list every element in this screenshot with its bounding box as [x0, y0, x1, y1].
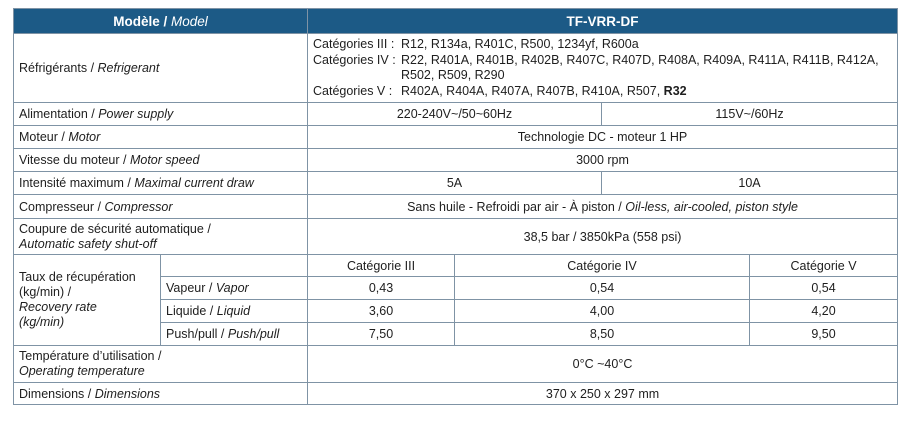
temperature-label: Température d’utilisation / Operating temperature: [14, 346, 308, 383]
recovery-row-label: Push/pull / Push/pull: [161, 323, 308, 346]
cat3-value: R12, R134a, R401C, R500, 1234yf, R600a: [401, 37, 639, 51]
motor-speed-row: [14, 149, 898, 172]
temperature-label-fr: Température d’utilisation: [19, 349, 155, 363]
model-label-en: Model: [171, 13, 208, 29]
recovery-label-fr: Taux de récupération: [19, 270, 136, 284]
recovery-col-cat4: Catégorie IV: [455, 255, 750, 277]
recovery-row-label: Liquide / Liquid: [161, 300, 308, 323]
recovery-row-label-en: Push/pull: [227, 327, 280, 341]
recovery-value: 0,54: [750, 277, 898, 300]
power-label: Alimentation / Power supply: [14, 103, 308, 126]
shutoff-value: 38,5 bar / 3850kPa (558 psi): [308, 219, 898, 255]
cat5-value: [401, 84, 892, 100]
dimensions-row: [14, 383, 898, 405]
refrigerant-label-en: Refrigerant: [97, 61, 160, 75]
current-value-1: 5A: [308, 172, 602, 195]
shutoff-label: Coupure de sécurité automatique / Automatic safety shut-off: [14, 219, 308, 255]
motor-label-fr: Moteur: [19, 130, 58, 144]
recovery-row-label-en: Liquid: [216, 304, 251, 318]
recovery-value: 0,43: [308, 277, 455, 300]
recovery-label: Taux de récupération (kg/min) / Recovery rate (kg/min): [14, 255, 161, 346]
recovery-value: 4,20: [750, 300, 898, 323]
temperature-row: [14, 346, 898, 383]
power-label-en: Power supply: [98, 107, 174, 121]
compressor-label: Compresseur / Compressor: [14, 195, 308, 219]
motor-speed-label-en: Motor speed: [129, 153, 200, 167]
recovery-row-label-en: Vapor: [215, 281, 249, 295]
recovery-row-label: Vapeur / Vapor: [161, 277, 308, 300]
recovery-header-row: [14, 255, 898, 277]
dimensions-label: Dimensions / Dimensions: [14, 383, 308, 405]
model-header-label: Modèle / Model: [14, 9, 308, 34]
shutoff-label-en: Automatic safety shut-off: [19, 236, 157, 251]
motor-speed-label: Vitesse du moteur / Motor speed: [14, 149, 308, 172]
dimensions-label-en: Dimensions: [94, 386, 161, 401]
recovery-value: 3,60: [308, 300, 455, 323]
dimensions-value: 370 x 250 x 297 mm: [308, 383, 898, 405]
recovery-label-en: Recovery rate: [19, 300, 97, 314]
current-value-2: 10A: [602, 172, 898, 195]
model-label-fr: Modèle: [113, 13, 160, 29]
dimensions-label-fr: Dimensions: [19, 386, 85, 401]
cat5-value-bold: R32: [663, 83, 687, 98]
power-value-1: 220-240V~/50~60Hz: [308, 103, 602, 126]
recovery-value: 9,50: [750, 323, 898, 346]
power-label-fr: Alimentation: [19, 107, 88, 121]
recovery-label-en-unit: (kg/min): [19, 315, 65, 329]
power-value-2: 115V~/60Hz: [602, 103, 898, 126]
cat4-label: Catégories IV :: [313, 52, 396, 67]
recovery-value: 8,50: [455, 323, 750, 346]
compressor-value: Sans huile - Refroidi par air - À piston / Oil-less, air-cooled, piston style: [308, 195, 898, 219]
compressor-value-fr: Sans huile - Refroidi par air - À piston: [407, 199, 615, 214]
current-label-fr: Intensité maximum: [19, 176, 124, 190]
cat4-value: R22, R401A, R401B, R402B, R407C, R407D, R408A, R409A, R411A, R411B, R412A, R502, R509, R290: [401, 52, 879, 82]
current-label: Intensité maximum / Maximal current draw: [14, 172, 308, 195]
recovery-corner: [161, 255, 308, 277]
shutoff-label-fr: Coupure de sécurité automatique: [19, 221, 204, 236]
recovery-row-label-fr: Liquide: [166, 304, 207, 318]
refrigerant-value: [308, 34, 898, 103]
recovery-row-label-fr: Vapeur: [166, 281, 206, 295]
refrigerant-label-fr: Réfrigérants: [19, 61, 88, 75]
cat5-value-list: R402A, R404A, R407A, R407B, R410A, R507,: [401, 83, 661, 98]
compressor-row: [14, 195, 898, 219]
current-label-en: Maximal current draw: [134, 176, 254, 190]
compressor-label-en: Compressor: [104, 199, 173, 214]
recovery-row-label-fr: Push/pull: [166, 327, 218, 341]
temperature-label-en: Operating temperature: [19, 364, 145, 378]
motor-value: Technologie DC - moteur 1 HP: [308, 126, 898, 149]
motor-speed-label-fr: Vitesse du moteur: [19, 153, 120, 167]
recovery-label-fr-unit: (kg/min): [19, 285, 65, 299]
recovery-value: 7,50: [308, 323, 455, 346]
motor-label: Moteur / Motor: [14, 126, 308, 149]
recovery-value: 0,54: [455, 277, 750, 300]
recovery-value: 4,00: [455, 300, 750, 323]
current-row: [14, 172, 898, 195]
motor-row: [14, 126, 898, 149]
motor-label-en: Motor: [68, 130, 101, 144]
motor-speed-value: 3000 rpm: [308, 149, 898, 172]
temperature-value: 0°C ~40°C: [308, 346, 898, 383]
cat3-label: Catégories III :: [313, 37, 395, 51]
refrigerant-row: [14, 34, 898, 103]
compressor-value-en: Oil-less, air-cooled, piston style: [625, 199, 798, 214]
cat5-label: Catégories V :: [313, 83, 393, 98]
recovery-col-cat5: Catégorie V: [750, 255, 898, 277]
spec-table: [13, 8, 898, 405]
refrigerant-label: Réfrigérants / Refrigerant: [14, 34, 308, 103]
recovery-col-cat3: Catégorie III: [308, 255, 455, 277]
model-header-value: TF-VRR-DF: [308, 9, 898, 34]
shutoff-row: [14, 219, 898, 255]
power-row: [14, 103, 898, 126]
header-row: [14, 9, 898, 34]
compressor-label-fr: Compresseur: [19, 199, 95, 214]
